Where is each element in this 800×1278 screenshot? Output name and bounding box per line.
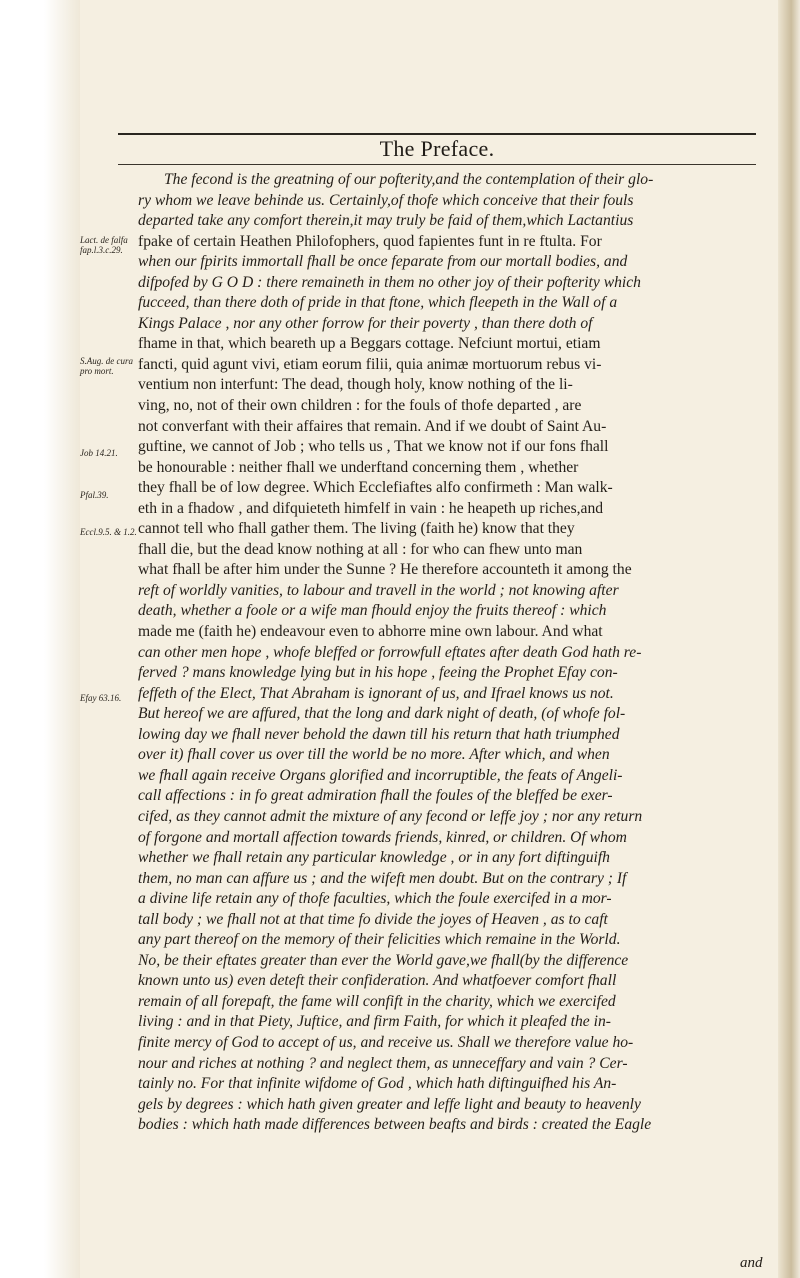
text-line: tall body ; we fhall not at that time fo divide the joyes of Heaven , as to caft xyxy=(138,910,608,928)
text-line: be honourable : neither fhall we underftand concerning them , whether xyxy=(138,458,579,476)
text-line: tainly no. For that infinite wifdome of God , which hath diftinguifhed his An- xyxy=(138,1075,617,1093)
text-line: cannot tell who fhall gather them. The living (faith he) know that they xyxy=(138,520,575,538)
text-line: over it) fhall cover us over till the world be no more. After which, and when xyxy=(138,746,610,764)
margin-note-job: Job 14.21. xyxy=(80,448,118,458)
text-line: they fhall be of low degree. Which Ecclefiaftes alfo confirmeth : Man walk- xyxy=(138,479,613,497)
text-line: fpake of certain Heathen Philofophers, quod fapientes funt in re ftulta. For xyxy=(138,232,602,250)
text-line: of forgone and mortall affection towards friends, kinred, or children. Of whom xyxy=(138,828,627,846)
text-line: fancti, quid agunt vivi, etiam eorum filii, quia animæ mortuorum rebus vi- xyxy=(138,355,602,373)
text-line: ferved ? mans knowledge lying but in his hope , feeing the Prophet Efay con- xyxy=(138,664,618,682)
margin-note-lactantius: Lact. de falfa fap.l.3.c.29. xyxy=(80,235,128,255)
text-line: ry whom we leave behinde us. Certainly,of thofe which conceive that their fouls xyxy=(138,191,634,209)
catchword: and xyxy=(740,1255,763,1271)
text-line: finite mercy of God to accept of us, and receive us. Shall we therefore value ho- xyxy=(138,1033,634,1051)
header-rule-top xyxy=(118,133,756,135)
text-line: But hereof we are affured, that the long and dark night of death, (of whofe fol- xyxy=(138,705,626,723)
text-line: departed take any comfort therein,it may truly be faid of them,which Lactantius xyxy=(138,212,634,230)
text-line: feffeth of the Elect, That Abraham is ignorant of us, and Ifrael knows us not. xyxy=(138,684,614,702)
text-line: remain of all forepaft, the fame will confift in the charity, which we exercifed xyxy=(138,992,616,1010)
text-line: cifed, as they cannot admit the mixture of any fecond or leffe joy ; nor any return xyxy=(138,807,643,825)
page-binding-edge xyxy=(778,0,800,1278)
text-line: eth in a fhadow , and difquieteth himfelf in vain : he heapeth up riches,and xyxy=(138,499,604,517)
text-line: any part thereof on the memory of their felicities which remaine in the World. xyxy=(138,931,621,949)
text-line: what fhall be after him under the Sunne ? He therefore accounteth it among the xyxy=(138,561,632,579)
text-line: The fecond is the greatning of our pofterity,and the contemplation of their glo- xyxy=(164,171,654,188)
preface-body-text xyxy=(138,170,763,1136)
text-line: reft of worldly vanities, to labour and travell in the world ; not knowing after xyxy=(138,581,619,599)
text-line: fhame in that, which beareth up a Beggars cottage. Nefciunt mortui, etiam xyxy=(138,335,601,353)
margin-note-isaiah: Efay 63.16. xyxy=(80,693,122,703)
text-line: fucceed, than there doth of pride in that ftone, which fleepeth in the Wall of a xyxy=(138,294,618,312)
text-line: ventium non interfunt: The dead, though holy, know nothing of the li- xyxy=(138,376,573,394)
text-line: No, be their eftates greater than ever the World gave,we fhall(by the difference xyxy=(138,951,629,969)
margin-note-ecclesiastes: Eccl.9.5. & 1.2. xyxy=(80,527,137,537)
text-line: not converfant with their affaires that remain. And if we doubt of Saint Au- xyxy=(138,417,607,435)
text-line: call affections : in fo great admiration fhall the foules of the bleffed be exer- xyxy=(138,787,613,805)
text-line: living : and in that Piety, Juftice, and firm Faith, for which it pleafed the in- xyxy=(138,1013,611,1031)
margin-note-augustine: S.Aug. de cura pro mort. xyxy=(80,356,133,376)
margin-note-psalm: Pfal.39. xyxy=(80,490,109,500)
text-line: Kings Palace , nor any other forrow for their poverty , than there doth of xyxy=(138,314,593,332)
text-line: guftine, we cannot of Job ; who tells us , That we know not if our fons fhall xyxy=(138,438,609,456)
text-line: nour and riches at nothing ? and neglect them, as unneceffary and vain ? Cer- xyxy=(138,1054,628,1072)
text-line: ving, no, not of their own children : for the fouls of thofe departed , are xyxy=(138,397,582,415)
text-line: fhall die, but the dead know nothing at all : for who can fhew unto man xyxy=(138,540,583,558)
text-line: can other men hope , whofe bleffed or forrowfull eftates after death God hath re- xyxy=(138,643,642,661)
header-rule-bottom xyxy=(118,164,756,165)
text-line: known unto us) even deteft their confideration. And whatfoever comfort fhall xyxy=(138,972,617,990)
text-line: death, whether a foole or a wife man fhould enjoy the fruits thereof : which xyxy=(138,602,607,620)
text-line: difpofed by G O D : there remaineth in them no other joy of their pofterity which xyxy=(138,273,641,291)
text-line: we fhall again receive Organs glorified and incorruptible, the feats of Angeli- xyxy=(138,766,623,784)
page-header-title: The Preface. xyxy=(379,136,495,161)
text-line: when our fpirits immortall fhall be once feparate from our mortall bodies, and xyxy=(138,253,628,271)
text-line: a divine life retain any of thofe faculties, which the foule exercifed in a mor- xyxy=(138,890,612,908)
page-left-margin xyxy=(0,0,80,1278)
text-line: made me (faith he) endeavour even to abhorre mine own labour. And what xyxy=(138,623,603,641)
text-line: lowing day we fhall never behold the dawn till his return that hath triumphed xyxy=(138,725,620,743)
text-line: gels by degrees : which hath given greater and leffe light and beauty to heavenly xyxy=(138,1095,641,1113)
text-line: whether we fhall retain any particular knowledge , or in any fort diftinguifh xyxy=(138,849,610,867)
text-line: bodies : which hath made differences between beafts and birds : created the Eagle xyxy=(138,1116,652,1134)
text-line: them, no man can affure us ; and the wifeft men doubt. But on the contrary ; If xyxy=(138,869,627,887)
